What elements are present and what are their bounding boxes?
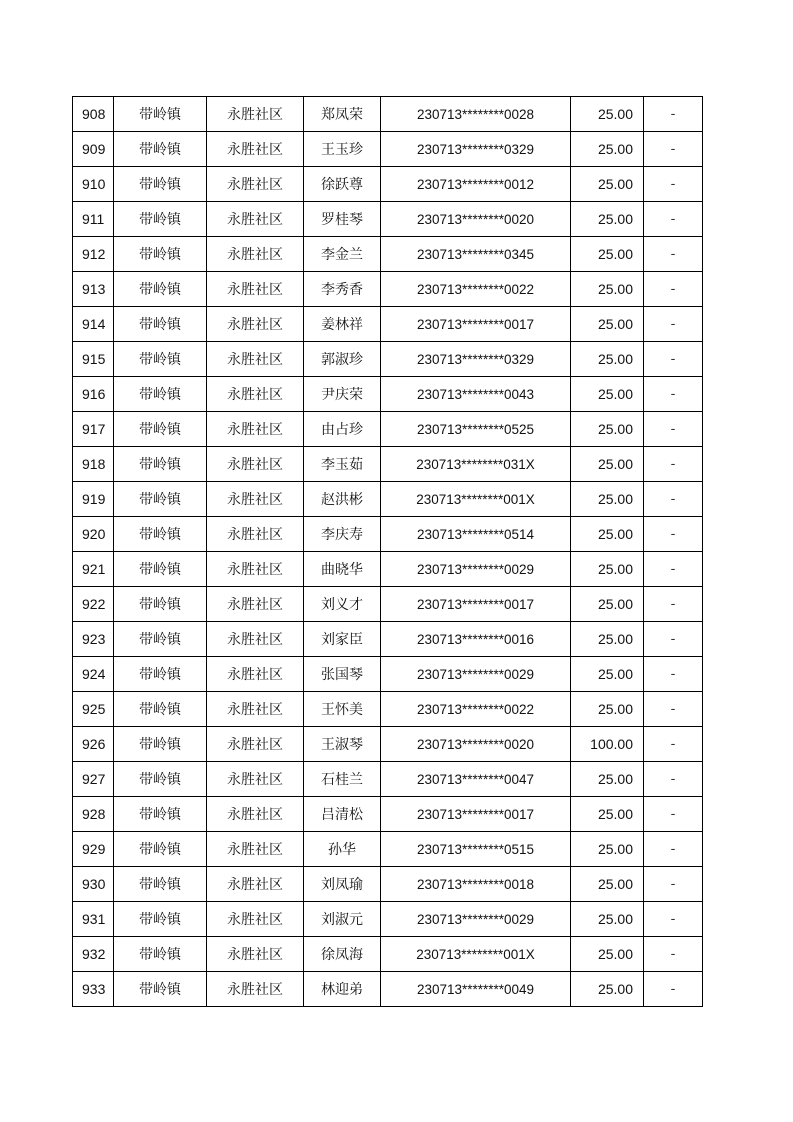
id-number-cell: 230713********0329 xyxy=(381,342,571,377)
community-cell: 永胜社区 xyxy=(207,517,304,552)
name-cell: 徐凤海 xyxy=(304,937,381,972)
community-cell: 永胜社区 xyxy=(207,622,304,657)
table-row xyxy=(73,447,703,482)
community-cell: 永胜社区 xyxy=(207,167,304,202)
id-number-cell: 230713********0515 xyxy=(381,832,571,867)
amount-cell: 25.00 xyxy=(571,307,644,342)
id-number-cell: 230713********0028 xyxy=(381,97,571,132)
row-number-cell: 920 xyxy=(73,517,114,552)
amount-cell: 25.00 xyxy=(571,167,644,202)
table-row xyxy=(73,587,703,622)
town-cell: 带岭镇 xyxy=(114,657,207,692)
row-number-cell: 932 xyxy=(73,937,114,972)
town-cell: 带岭镇 xyxy=(114,307,207,342)
community-cell: 永胜社区 xyxy=(207,447,304,482)
town-cell: 带岭镇 xyxy=(114,832,207,867)
id-number-cell: 230713********0022 xyxy=(381,272,571,307)
remark-cell: - xyxy=(644,902,703,937)
id-number-cell: 230713********0029 xyxy=(381,657,571,692)
town-cell: 带岭镇 xyxy=(114,797,207,832)
amount-cell: 25.00 xyxy=(571,132,644,167)
row-number-cell: 913 xyxy=(73,272,114,307)
community-cell: 永胜社区 xyxy=(207,692,304,727)
town-cell: 带岭镇 xyxy=(114,202,207,237)
remark-cell: - xyxy=(644,727,703,762)
table-row xyxy=(73,517,703,552)
name-cell: 张国琴 xyxy=(304,657,381,692)
name-cell: 刘家臣 xyxy=(304,622,381,657)
row-number-cell: 911 xyxy=(73,202,114,237)
table-row xyxy=(73,657,703,692)
remark-cell: - xyxy=(644,867,703,902)
id-number-cell: 230713********0047 xyxy=(381,762,571,797)
table-row xyxy=(73,692,703,727)
table-row xyxy=(73,202,703,237)
town-cell: 带岭镇 xyxy=(114,867,207,902)
name-cell: 孙华 xyxy=(304,832,381,867)
table-row xyxy=(73,237,703,272)
name-cell: 吕清松 xyxy=(304,797,381,832)
town-cell: 带岭镇 xyxy=(114,622,207,657)
row-number-cell: 909 xyxy=(73,132,114,167)
town-cell: 带岭镇 xyxy=(114,902,207,937)
remark-cell: - xyxy=(644,307,703,342)
row-number-cell: 922 xyxy=(73,587,114,622)
remark-cell: - xyxy=(644,482,703,517)
amount-cell: 25.00 xyxy=(571,797,644,832)
community-cell: 永胜社区 xyxy=(207,832,304,867)
id-number-cell: 230713********0017 xyxy=(381,797,571,832)
community-cell: 永胜社区 xyxy=(207,937,304,972)
name-cell: 李庆寿 xyxy=(304,517,381,552)
remark-cell: - xyxy=(644,202,703,237)
id-number-cell: 230713********0016 xyxy=(381,622,571,657)
name-cell: 徐跃尊 xyxy=(304,167,381,202)
community-cell: 永胜社区 xyxy=(207,237,304,272)
name-cell: 刘义才 xyxy=(304,587,381,622)
id-number-cell: 230713********001X xyxy=(381,482,571,517)
amount-cell: 25.00 xyxy=(571,342,644,377)
id-number-cell: 230713********001X xyxy=(381,937,571,972)
remark-cell: - xyxy=(644,517,703,552)
table-row xyxy=(73,902,703,937)
name-cell: 罗桂琴 xyxy=(304,202,381,237)
community-cell: 永胜社区 xyxy=(207,867,304,902)
amount-cell: 25.00 xyxy=(571,832,644,867)
id-number-cell: 230713********0020 xyxy=(381,727,571,762)
amount-cell: 25.00 xyxy=(571,412,644,447)
table-row xyxy=(73,972,703,1007)
name-cell: 赵洪彬 xyxy=(304,482,381,517)
name-cell: 郭淑珍 xyxy=(304,342,381,377)
table-row xyxy=(73,307,703,342)
community-cell: 永胜社区 xyxy=(207,307,304,342)
town-cell: 带岭镇 xyxy=(114,937,207,972)
table-body xyxy=(73,97,703,1007)
amount-cell: 25.00 xyxy=(571,237,644,272)
name-cell: 姜林祥 xyxy=(304,307,381,342)
town-cell: 带岭镇 xyxy=(114,972,207,1007)
table-row xyxy=(73,622,703,657)
name-cell: 刘凤瑜 xyxy=(304,867,381,902)
table-row xyxy=(73,412,703,447)
name-cell: 王玉珍 xyxy=(304,132,381,167)
id-number-cell: 230713********0017 xyxy=(381,307,571,342)
id-number-cell: 230713********0049 xyxy=(381,972,571,1007)
id-number-cell: 230713********0514 xyxy=(381,517,571,552)
name-cell: 石桂兰 xyxy=(304,762,381,797)
remark-cell: - xyxy=(644,832,703,867)
remark-cell: - xyxy=(644,657,703,692)
community-cell: 永胜社区 xyxy=(207,342,304,377)
remark-cell: - xyxy=(644,937,703,972)
name-cell: 由占珍 xyxy=(304,412,381,447)
id-number-cell: 230713********031X xyxy=(381,447,571,482)
amount-cell: 25.00 xyxy=(571,867,644,902)
amount-cell: 25.00 xyxy=(571,972,644,1007)
remark-cell: - xyxy=(644,622,703,657)
town-cell: 带岭镇 xyxy=(114,237,207,272)
row-number-cell: 931 xyxy=(73,902,114,937)
community-cell: 永胜社区 xyxy=(207,587,304,622)
town-cell: 带岭镇 xyxy=(114,762,207,797)
community-cell: 永胜社区 xyxy=(207,902,304,937)
table-row xyxy=(73,552,703,587)
remark-cell: - xyxy=(644,167,703,202)
remark-cell: - xyxy=(644,447,703,482)
community-cell: 永胜社区 xyxy=(207,762,304,797)
row-number-cell: 917 xyxy=(73,412,114,447)
community-cell: 永胜社区 xyxy=(207,377,304,412)
remark-cell: - xyxy=(644,132,703,167)
table-row xyxy=(73,727,703,762)
row-number-cell: 914 xyxy=(73,307,114,342)
community-cell: 永胜社区 xyxy=(207,727,304,762)
row-number-cell: 910 xyxy=(73,167,114,202)
row-number-cell: 927 xyxy=(73,762,114,797)
community-cell: 永胜社区 xyxy=(207,482,304,517)
town-cell: 带岭镇 xyxy=(114,482,207,517)
town-cell: 带岭镇 xyxy=(114,552,207,587)
row-number-cell: 930 xyxy=(73,867,114,902)
community-cell: 永胜社区 xyxy=(207,132,304,167)
row-number-cell: 908 xyxy=(73,97,114,132)
table-row xyxy=(73,797,703,832)
amount-cell: 25.00 xyxy=(571,202,644,237)
town-cell: 带岭镇 xyxy=(114,517,207,552)
amount-cell: 25.00 xyxy=(571,657,644,692)
town-cell: 带岭镇 xyxy=(114,97,207,132)
table-row xyxy=(73,762,703,797)
id-number-cell: 230713********0329 xyxy=(381,132,571,167)
community-cell: 永胜社区 xyxy=(207,797,304,832)
amount-cell: 25.00 xyxy=(571,482,644,517)
community-cell: 永胜社区 xyxy=(207,202,304,237)
id-number-cell: 230713********0017 xyxy=(381,587,571,622)
name-cell: 刘淑元 xyxy=(304,902,381,937)
row-number-cell: 926 xyxy=(73,727,114,762)
row-number-cell: 925 xyxy=(73,692,114,727)
row-number-cell: 928 xyxy=(73,797,114,832)
row-number-cell: 916 xyxy=(73,377,114,412)
remark-cell: - xyxy=(644,587,703,622)
town-cell: 带岭镇 xyxy=(114,692,207,727)
amount-cell: 25.00 xyxy=(571,97,644,132)
name-cell: 郑凤荣 xyxy=(304,97,381,132)
name-cell: 王淑琴 xyxy=(304,727,381,762)
amount-cell: 25.00 xyxy=(571,692,644,727)
remark-cell: - xyxy=(644,972,703,1007)
amount-cell: 25.00 xyxy=(571,937,644,972)
name-cell: 李金兰 xyxy=(304,237,381,272)
remark-cell: - xyxy=(644,552,703,587)
amount-cell: 25.00 xyxy=(571,517,644,552)
id-number-cell: 230713********0018 xyxy=(381,867,571,902)
id-number-cell: 230713********0029 xyxy=(381,902,571,937)
name-cell: 李秀香 xyxy=(304,272,381,307)
row-number-cell: 921 xyxy=(73,552,114,587)
id-number-cell: 230713********0029 xyxy=(381,552,571,587)
town-cell: 带岭镇 xyxy=(114,412,207,447)
table-row xyxy=(73,937,703,972)
table-row xyxy=(73,97,703,132)
row-number-cell: 924 xyxy=(73,657,114,692)
community-cell: 永胜社区 xyxy=(207,657,304,692)
row-number-cell: 929 xyxy=(73,832,114,867)
town-cell: 带岭镇 xyxy=(114,272,207,307)
town-cell: 带岭镇 xyxy=(114,342,207,377)
town-cell: 带岭镇 xyxy=(114,727,207,762)
amount-cell: 25.00 xyxy=(571,447,644,482)
table-row xyxy=(73,167,703,202)
community-cell: 永胜社区 xyxy=(207,412,304,447)
name-cell: 王怀美 xyxy=(304,692,381,727)
id-number-cell: 230713********0020 xyxy=(381,202,571,237)
remark-cell: - xyxy=(644,237,703,272)
town-cell: 带岭镇 xyxy=(114,587,207,622)
table-row xyxy=(73,867,703,902)
community-cell: 永胜社区 xyxy=(207,552,304,587)
amount-cell: 25.00 xyxy=(571,272,644,307)
amount-cell: 25.00 xyxy=(571,902,644,937)
amount-cell: 100.00 xyxy=(571,727,644,762)
remark-cell: - xyxy=(644,377,703,412)
town-cell: 带岭镇 xyxy=(114,377,207,412)
row-number-cell: 915 xyxy=(73,342,114,377)
table-row xyxy=(73,132,703,167)
row-number-cell: 919 xyxy=(73,482,114,517)
remark-cell: - xyxy=(644,797,703,832)
community-cell: 永胜社区 xyxy=(207,97,304,132)
remark-cell: - xyxy=(644,762,703,797)
remark-cell: - xyxy=(644,342,703,377)
amount-cell: 25.00 xyxy=(571,552,644,587)
town-cell: 带岭镇 xyxy=(114,167,207,202)
amount-cell: 25.00 xyxy=(571,377,644,412)
amount-cell: 25.00 xyxy=(571,587,644,622)
id-number-cell: 230713********0525 xyxy=(381,412,571,447)
name-cell: 林迎弟 xyxy=(304,972,381,1007)
id-number-cell: 230713********0345 xyxy=(381,237,571,272)
remark-cell: - xyxy=(644,412,703,447)
remark-cell: - xyxy=(644,272,703,307)
table-row xyxy=(73,342,703,377)
name-cell: 曲晓华 xyxy=(304,552,381,587)
town-cell: 带岭镇 xyxy=(114,132,207,167)
id-number-cell: 230713********0012 xyxy=(381,167,571,202)
row-number-cell: 933 xyxy=(73,972,114,1007)
table-row xyxy=(73,377,703,412)
table-row xyxy=(73,832,703,867)
town-cell: 带岭镇 xyxy=(114,447,207,482)
table-row xyxy=(73,482,703,517)
name-cell: 李玉茹 xyxy=(304,447,381,482)
name-cell: 尹庆荣 xyxy=(304,377,381,412)
row-number-cell: 923 xyxy=(73,622,114,657)
remark-cell: - xyxy=(644,692,703,727)
remark-cell: - xyxy=(644,97,703,132)
community-cell: 永胜社区 xyxy=(207,972,304,1007)
id-number-cell: 230713********0022 xyxy=(381,692,571,727)
table-row xyxy=(73,272,703,307)
amount-cell: 25.00 xyxy=(571,762,644,797)
row-number-cell: 918 xyxy=(73,447,114,482)
amount-cell: 25.00 xyxy=(571,622,644,657)
subsidy-roster-table xyxy=(72,96,703,1007)
id-number-cell: 230713********0043 xyxy=(381,377,571,412)
community-cell: 永胜社区 xyxy=(207,272,304,307)
row-number-cell: 912 xyxy=(73,237,114,272)
